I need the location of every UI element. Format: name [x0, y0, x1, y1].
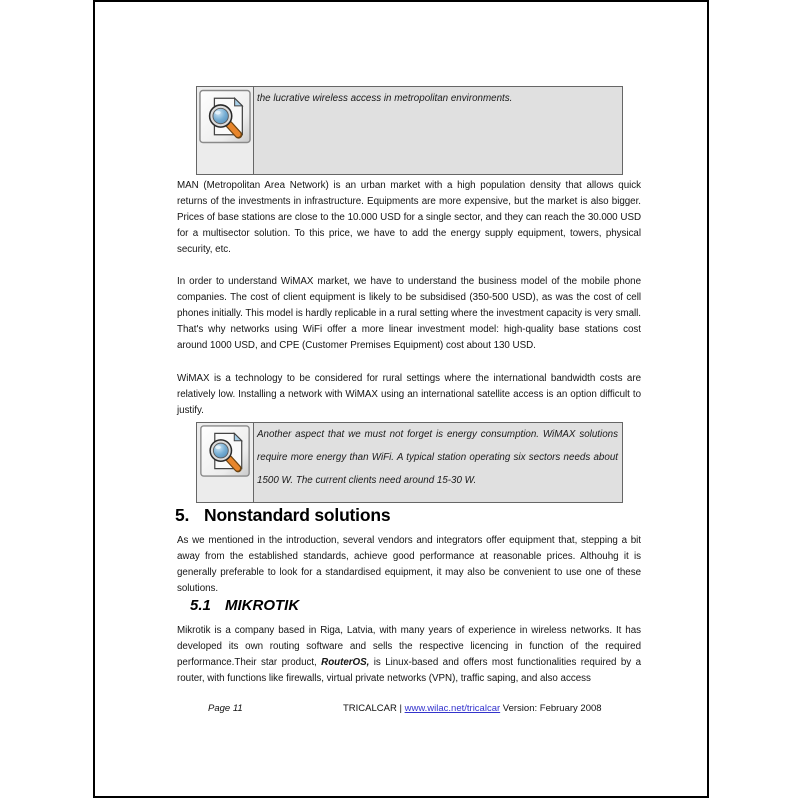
callout-note-text: the lucrative wireless access in metropolitan environments. — [257, 93, 513, 104]
paragraph-mikrotik-text: Mikrotik is a company based in Riga, Latvia, with many years of experience in wireless networks. It has developed its own routing software and sells the respective licencing in function of the required performance.Their star product, — [177, 625, 641, 668]
callout-icon-cell — [197, 87, 254, 174]
paragraph-wimax-business-model: In order to understand WiMAX market, we have to understand the business model of the mobile phone companies. The cost of client equipment is likely to be subsidised (350-500 USD), as was the cost of cell phones initially. This model is hardly replicable in a rural setting where the investment capacity is very small. That's why networks using WiFi offer a more linear investment model: high-quality base stations cost around 1000 USD, and CPE (Customer Premises Equipment) cost about 130 USD. — [177, 276, 641, 351]
footer-brand: TRICALCAR | — [343, 703, 402, 714]
routeros-product-name: RouterOS, — [321, 657, 370, 668]
paragraph-nonstandard-intro: As we mentioned in the introduction, several vendors and integrators offer equipment that, stepping a bit away from the established standards, achieve good performance at reasonable prices. Althouhg it is generally preferable to look for a standardised equipment, it may also be convenient to use one of these solutions. — [177, 535, 641, 594]
paragraph-mikrotik — [177, 623, 641, 687]
subsection-heading — [190, 597, 299, 614]
callout-box-2 — [196, 422, 623, 503]
paragraph-mikrotik-text-cont: is Linux-based and offers most functionalities required by a router, with functions like firewalls, virtual private networks (VPN), traffic saping, and also access — [177, 657, 641, 684]
footer-link[interactable]: www.wilac.net/tricalcar — [404, 703, 501, 714]
footer-center — [343, 703, 602, 714]
paragraph-wimax-rural: WiMAX is a technology to be considered for rural settings where the international bandwidth costs are relatively low. Installing a network with WiMAX using an international satellite access is an option difficult to justify. — [177, 373, 641, 416]
magnifier-document-icon — [199, 425, 251, 477]
document-page — [93, 0, 709, 798]
footer-version: Version: February 2008 — [502, 703, 602, 714]
section-title: Nonstandard solutions — [204, 505, 391, 525]
page-number: Page 11 — [208, 703, 243, 714]
section-number: 5. — [175, 505, 190, 525]
paragraph-man-market: MAN (Metropolitan Area Network) is an urban market with a high population density that allows quick returns of the investments in infrastructure. Equipments are more expensive, but the market is also bigger. Prices of base stations are close to the 10.000 USD for a single sector, and they can reach the 30.000 USD for a multisector solution. To this price, we have to add the energy supply equipment, towers, physical security, etc. — [177, 180, 641, 255]
callout-icon-cell — [197, 423, 254, 502]
callout-box-1 — [196, 86, 623, 175]
subsection-number: 5.1 — [190, 597, 211, 614]
magnifier-document-icon — [199, 89, 251, 144]
section-heading — [175, 505, 390, 526]
callout-note-text: Another aspect that we must not forget is energy consumption. WiMAX solutions require more energy than WiFi. A typical station operating six sectors needs about 1500 W. The current clients need around 15-30 W. — [257, 429, 618, 486]
subsection-title: MIKROTIK — [225, 597, 300, 614]
